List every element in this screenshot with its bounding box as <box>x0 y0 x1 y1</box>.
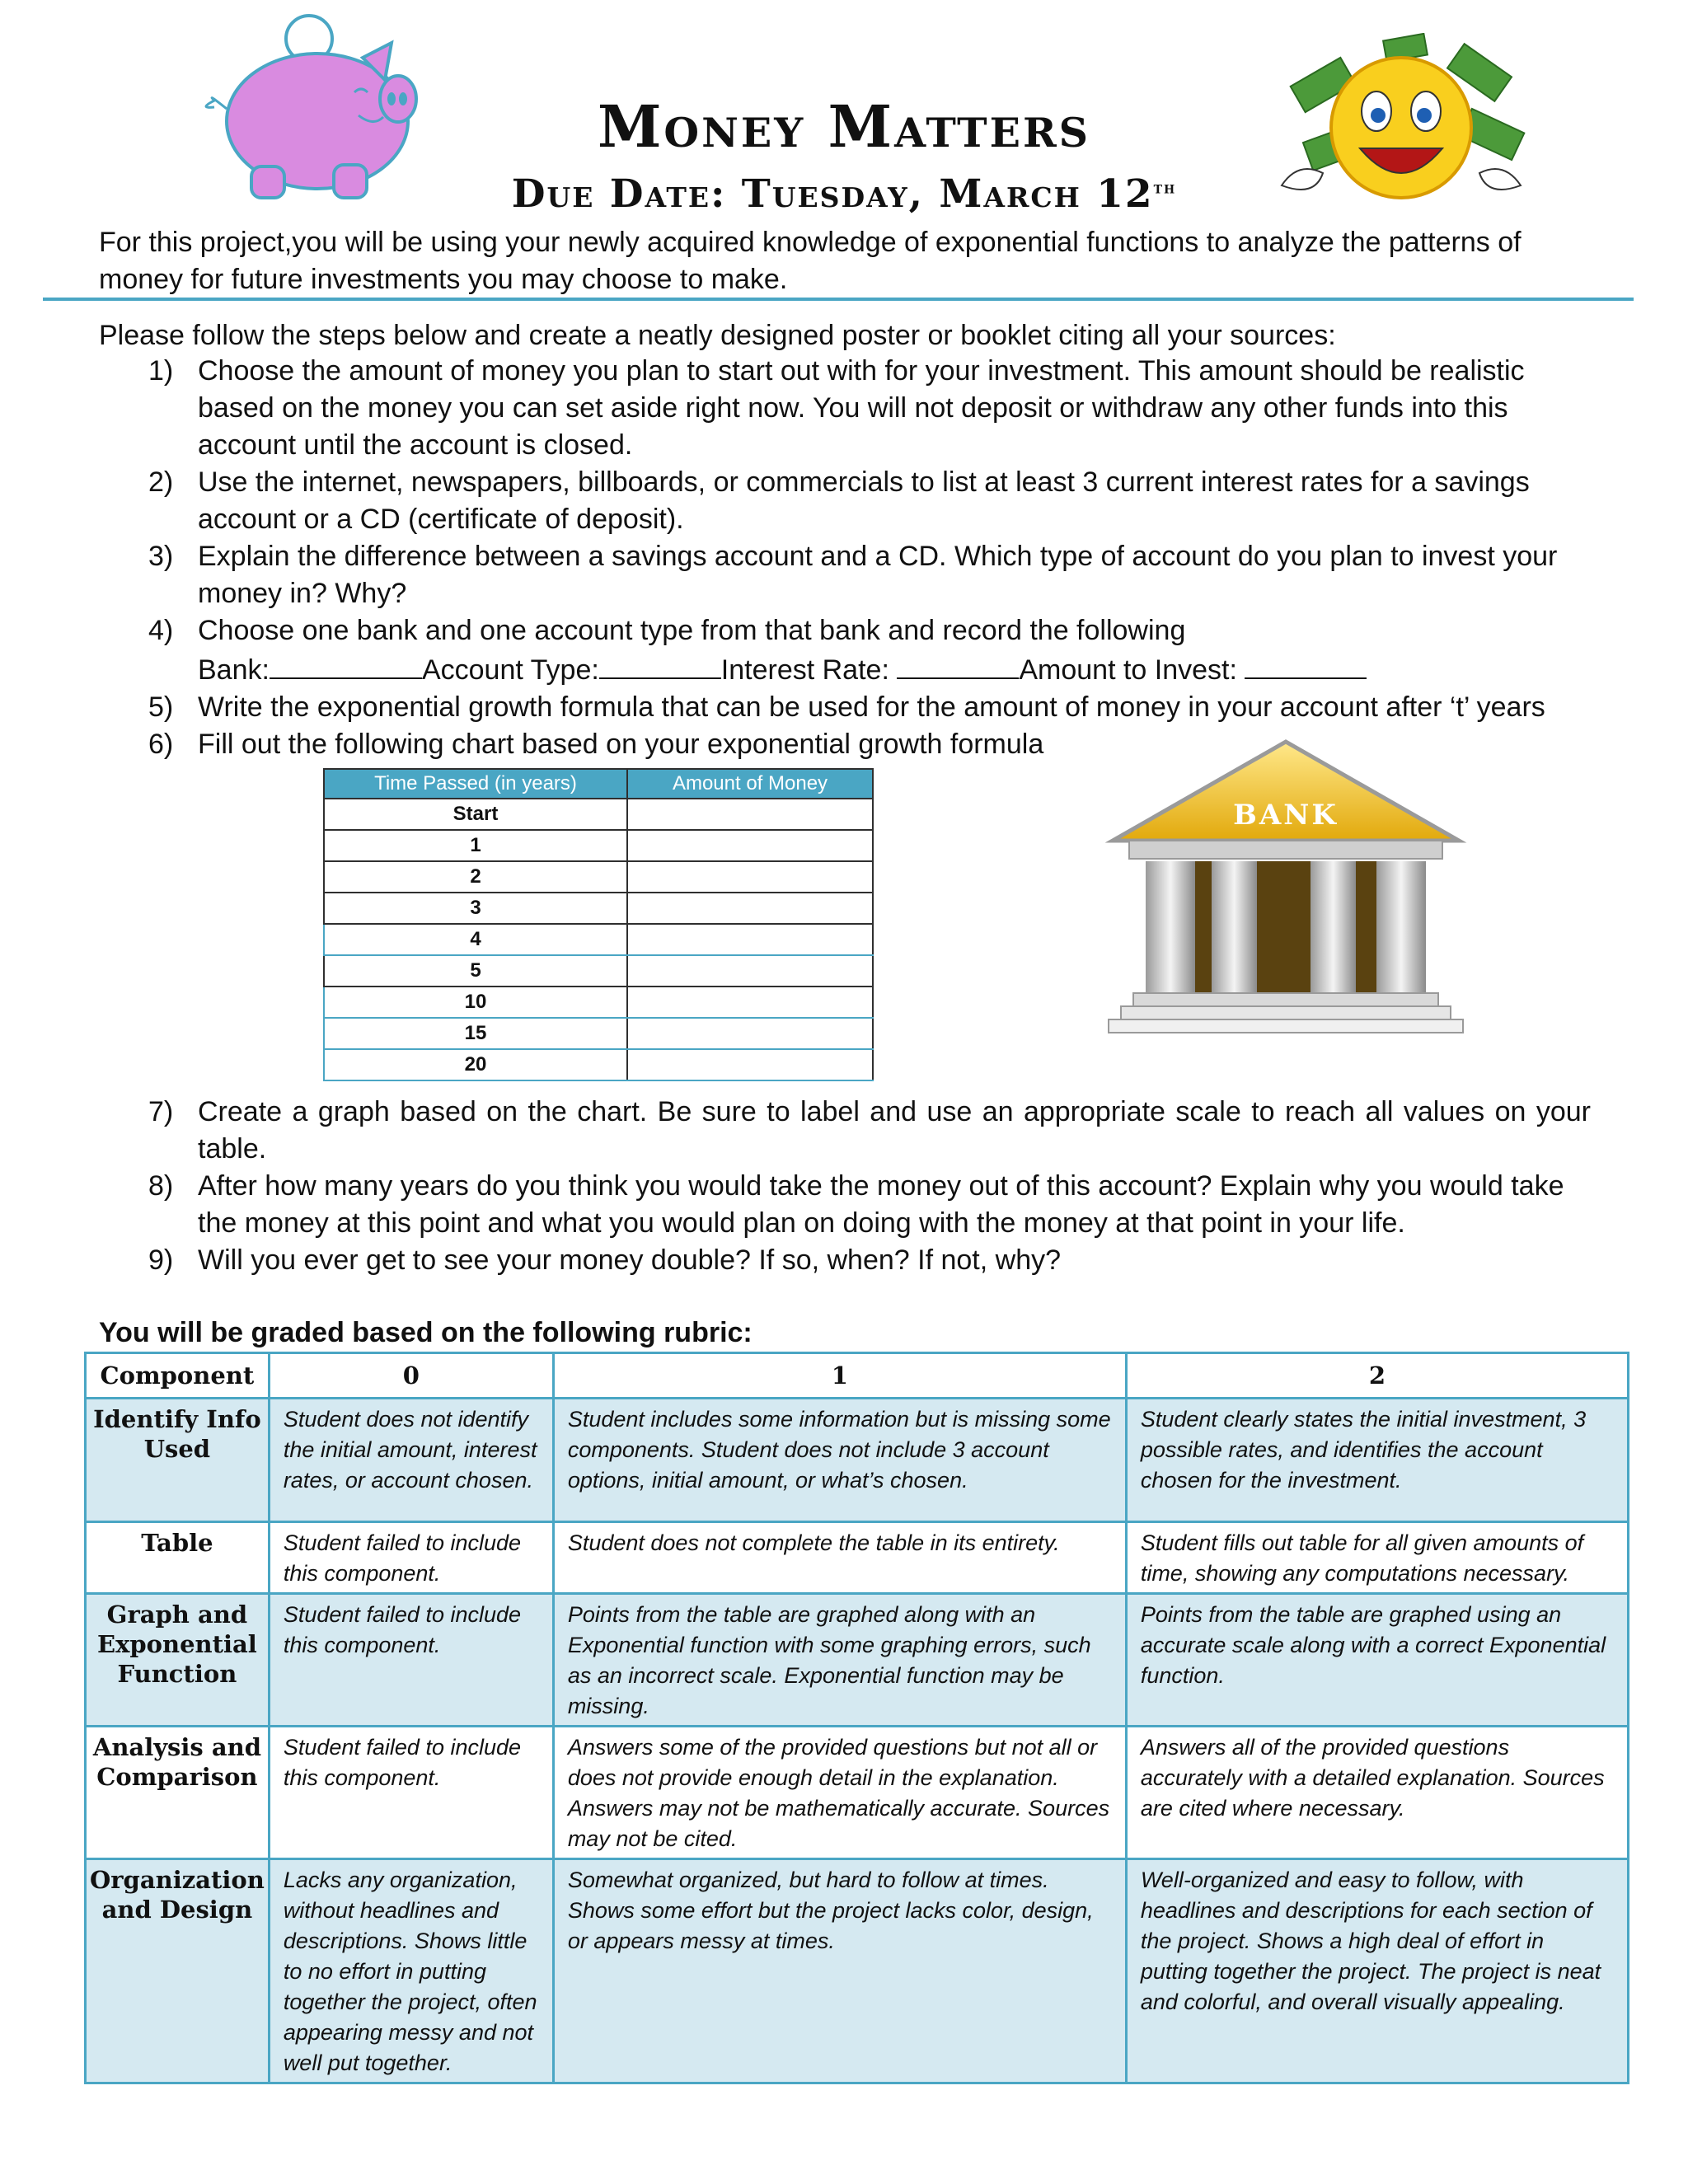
component-cell: Identify Info Used <box>86 1399 270 1522</box>
time-cell: 4 <box>324 924 627 955</box>
list-item <box>99 612 1591 689</box>
amount-cell[interactable] <box>627 1018 873 1049</box>
score-1-cell: Student does not complete the table in its entirety. <box>553 1522 1126 1594</box>
column-header-score-1: 1 <box>553 1353 1126 1399</box>
bank-blank[interactable] <box>270 649 422 679</box>
column-header-time: Time Passed (in years) <box>324 769 627 799</box>
step-number: 6) <box>148 729 174 760</box>
amount-blank[interactable] <box>1245 649 1367 679</box>
table-header-row <box>324 769 873 799</box>
list-item <box>99 689 1591 726</box>
table-row <box>324 955 873 987</box>
table-row <box>324 799 873 830</box>
step-number: 3) <box>148 541 174 572</box>
step-text: Explain the difference between a savings account and a CD. Which type of account do you plan to invest your money in? Why? <box>198 541 1558 609</box>
amount-cell[interactable] <box>627 893 873 924</box>
score-2-cell: Student fills out table for all given amounts of time, showing any computations necessary. <box>1126 1522 1628 1594</box>
component-cell: Graph and Exponential Function <box>86 1594 270 1727</box>
score-2-cell: Answers all of the provided questions accurately with a detailed explanation. Sources are cited where necessary. <box>1126 1727 1628 1859</box>
steps-list-continued <box>99 1094 1591 1279</box>
score-0-cell: Student failed to include this component. <box>269 1594 553 1727</box>
amount-table <box>323 768 874 1081</box>
time-cell: 5 <box>324 955 627 987</box>
table-row <box>324 893 873 924</box>
list-item <box>99 1242 1591 1279</box>
steps-intro: Please follow the steps below and create a neatly designed poster or booklet citing all your sources: <box>99 320 1336 351</box>
table-row <box>324 924 873 955</box>
list-item <box>99 1168 1591 1242</box>
table-row <box>324 1018 873 1049</box>
score-0-cell: Student failed to include this component. <box>269 1522 553 1594</box>
step-text: Will you ever get to see your money double? If so, when? If not, why? <box>198 1244 1062 1276</box>
time-cell: 15 <box>324 1018 627 1049</box>
score-2-cell: Points from the table are graphed using an accurate scale along with a correct Exponential function. <box>1126 1594 1628 1727</box>
component-cell: Organization and Design <box>86 1859 270 2083</box>
time-cell: Start <box>324 799 627 830</box>
time-cell: 3 <box>324 893 627 924</box>
score-0-cell: Lacks any organization, without headlines and descriptions. Shows little to no effort in putting together the project, often appearing messy and not well put together. <box>269 1859 553 2083</box>
score-0-cell: Student failed to include this component. <box>269 1727 553 1859</box>
step-number: 2) <box>148 466 174 498</box>
time-cell: 1 <box>324 830 627 861</box>
account-type-blank[interactable] <box>599 649 721 679</box>
amount-cell[interactable] <box>627 830 873 861</box>
due-date-text: Due Date: Tuesday, March 12 <box>511 171 1154 217</box>
interest-rate-blank[interactable] <box>897 649 1019 679</box>
bank-sign: BANK <box>1233 799 1339 832</box>
table-row <box>86 1727 1629 1859</box>
column-header-score-2: 2 <box>1126 1353 1628 1399</box>
table-row <box>324 830 873 861</box>
intro-text: For this project,you will be using your newly acquired knowledge of exponential functions to analyze the patterns of money for future investments you may choose to make. <box>99 227 1522 295</box>
time-cell: 20 <box>324 1049 627 1080</box>
step-text: Choose one bank and one account type from that bank and record the following <box>198 615 1186 646</box>
page-title: Money Matters <box>597 92 1091 161</box>
rubric-heading: You will be graded based on the following rubric: <box>99 1317 753 1348</box>
score-1-cell: Student includes some information but is missing some components. Student does not include 3 account options, initial amount, or what’s chosen. <box>553 1399 1126 1522</box>
list-item <box>99 1094 1591 1168</box>
divider <box>43 298 1634 301</box>
score-1-cell: Points from the table are graphed along with an Exponential function with some graphing errors, such as an incorrect scale. Exponential function may be missing. <box>553 1594 1126 1727</box>
amount-cell[interactable] <box>627 799 873 830</box>
component-cell: Analysis and Comparison <box>86 1727 270 1859</box>
score-0-cell: Student does not identify the initial amount, interest rates, or account chosen. <box>269 1399 553 1522</box>
step-number: 9) <box>148 1244 174 1276</box>
table-row <box>86 1859 1629 2083</box>
score-1-cell: Somewhat organized, but hard to follow at times. Shows some effort but the project lacks color, design, or appears messy at times. <box>553 1859 1126 2083</box>
column-header-amount: Amount of Money <box>627 769 873 799</box>
time-cell: 2 <box>324 861 627 893</box>
bank-label: Bank: <box>198 654 270 686</box>
list-item <box>99 464 1591 538</box>
amount-cell[interactable] <box>627 1049 873 1080</box>
table-row <box>86 1399 1629 1522</box>
list-item <box>99 538 1591 612</box>
amount-cell[interactable] <box>627 924 873 955</box>
column-header-component: Component <box>86 1353 270 1399</box>
step-text: Create a graph based on the chart. Be sure to label and use an appropriate scale to reach all values on your table. <box>198 1096 1591 1165</box>
step-number: 7) <box>148 1096 174 1127</box>
step-text: Fill out the following chart based on your exponential growth formula <box>198 729 1044 760</box>
table-row <box>86 1594 1629 1727</box>
step-number: 8) <box>148 1170 174 1202</box>
score-2-cell: Well-organized and easy to follow, with headlines and descriptions for each section of the project. Shows a high deal of effort in putting together the project. The project is neat and colorful, and overall visually appealing. <box>1126 1859 1628 2083</box>
interest-rate-label: Interest Rate: <box>720 654 898 686</box>
due-date <box>0 171 1688 217</box>
amount-cell[interactable] <box>627 861 873 893</box>
step-text: Choose the amount of money you plan to start out with for your investment. This amount should be realistic based on the money you can set aside right now. You will not deposit or withdraw any other funds into this account until the account is closed. <box>198 355 1525 461</box>
step-text: Write the exponential growth formula that can be used for the amount of money in your account after ‘t’ years <box>198 691 1545 723</box>
list-item <box>99 353 1591 464</box>
step-text: Use the internet, newspapers, billboards, or commercials to list at least 3 current interest rates for a savings account or a CD (certificate of deposit). <box>198 466 1530 535</box>
step-text: After how many years do you think you would take the money out of this account? Explain why you would take the money at this point and what you would plan on doing with the money at that point in your life. <box>198 1170 1564 1239</box>
step-number: 5) <box>148 691 174 723</box>
table-row <box>324 1049 873 1080</box>
score-2-cell: Student clearly states the initial investment, 3 possible rates, and identifies the account chosen for the investment. <box>1126 1399 1628 1522</box>
table-header-row <box>86 1353 1629 1399</box>
amount-label: Amount to Invest: <box>1019 654 1245 686</box>
table-row <box>324 861 873 893</box>
table-row <box>86 1522 1629 1594</box>
time-cell: 10 <box>324 987 627 1018</box>
table-row <box>324 987 873 1018</box>
amount-cell[interactable] <box>627 987 873 1018</box>
rubric-table <box>84 1352 1629 2084</box>
steps-list <box>99 353 1591 763</box>
column-header-score-0: 0 <box>269 1353 553 1399</box>
bank-icon <box>1104 738 1467 1051</box>
component-cell: Table <box>86 1522 270 1594</box>
due-date-suffix: th <box>1153 177 1177 198</box>
score-1-cell: Answers some of the provided questions but not all or does not provide enough detail in the explanation. Answers may not be mathematically accurate. Sources may not be cited. <box>553 1727 1126 1859</box>
step-number: 4) <box>148 615 174 646</box>
amount-cell[interactable] <box>627 955 873 987</box>
step-number: 1) <box>148 355 174 387</box>
account-type-label: Account Type: <box>421 654 599 686</box>
